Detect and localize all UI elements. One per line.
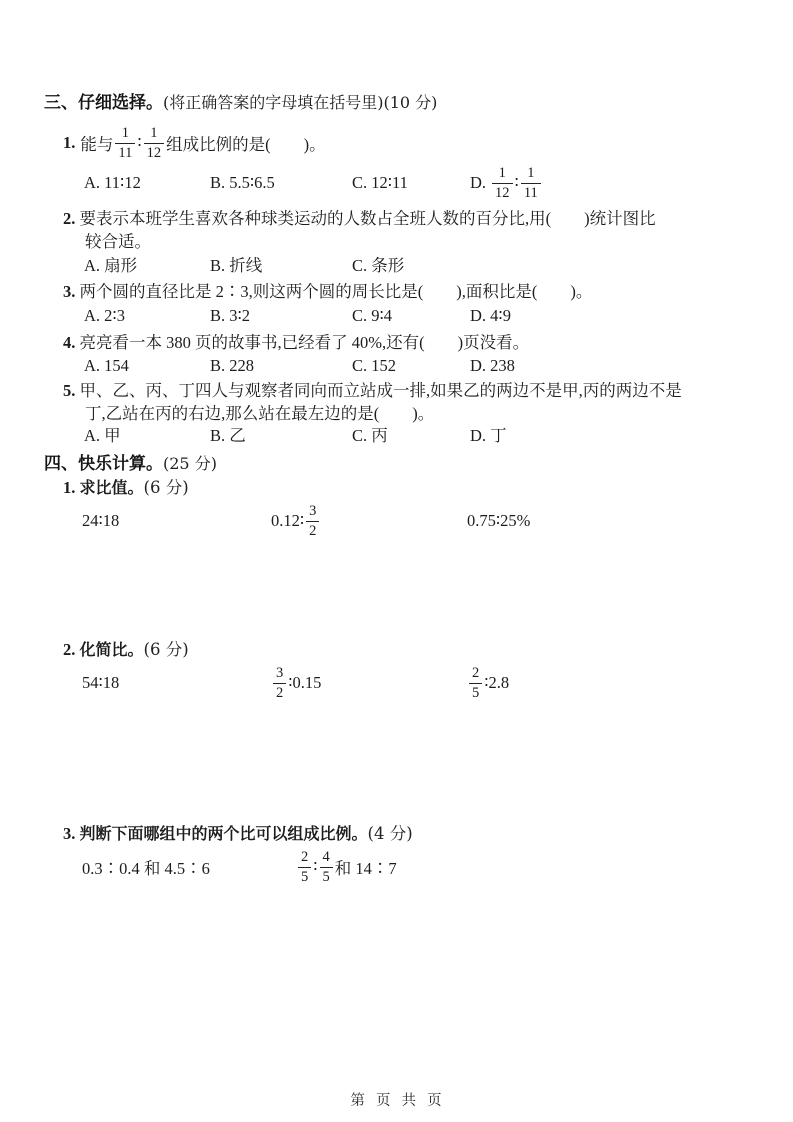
question-number: 4. [63, 333, 76, 352]
option-c: C. 12∶11 [352, 173, 408, 192]
question-4-options [84, 355, 756, 377]
option-d-label: D. [470, 173, 487, 192]
question-text: 亮亮看一本 380 页的故事书,已经看了 40%,还有( )页没看。 [79, 333, 530, 352]
subsection-number: 1. [63, 478, 76, 497]
subsection-title: 判断下面哪组中的两个比可以组成比例。 [79, 826, 368, 843]
fraction [521, 165, 541, 200]
fraction-denominator: 12 [144, 143, 165, 161]
fraction-numerator: 1 [498, 165, 506, 182]
question-text-before: 能与 [80, 135, 114, 154]
fraction-numerator: 1 [150, 125, 158, 142]
option-b: B. 228 [210, 356, 255, 375]
subsection-note: (6 分) [143, 478, 189, 497]
question-3 [44, 280, 756, 303]
option-c: C. 9∶4 [352, 306, 393, 325]
fraction-denominator: 2 [306, 521, 319, 539]
option-c: C. 条形 [352, 256, 405, 275]
subsection-note: (4 分) [367, 824, 413, 843]
option-a: A. 154 [84, 356, 129, 375]
calc-item [271, 665, 467, 700]
ratio-colon: ∶ [514, 173, 519, 192]
option-b: B. 折线 [210, 256, 263, 275]
section-title: 快乐计算。 [78, 454, 163, 473]
fraction-numerator: 1 [121, 125, 129, 142]
calc-item [296, 849, 756, 884]
fraction-denominator: 11 [521, 183, 541, 201]
option-a: A. 甲 [84, 426, 121, 445]
question-number: 1. [63, 133, 76, 152]
calc-item-prefix: 0.12∶ [271, 511, 305, 530]
page-footer: 第 页 共 页 [350, 1093, 443, 1109]
subsection-3-items [82, 847, 756, 887]
subsection-2-heading [63, 639, 756, 661]
option-b: B. 5.5∶6.5 [210, 173, 275, 192]
option-b: B. 乙 [210, 426, 246, 445]
subsection-1-items [82, 501, 756, 541]
subsection-3-heading [63, 823, 756, 845]
section-compute-heading [44, 453, 756, 474]
subsection-number: 2. [63, 640, 76, 659]
option-d: D. 4∶9 [470, 306, 511, 325]
subsection-number: 3. [63, 824, 76, 843]
section-number: 三、 [44, 93, 78, 112]
question-line-2: 较合适。 [85, 232, 151, 251]
calc-item: 54∶18 [82, 673, 120, 692]
subsection-2-items [82, 663, 756, 703]
question-4 [44, 331, 756, 354]
subsection-title: 化简比。 [79, 642, 144, 659]
fraction-numerator: 3 [309, 503, 317, 520]
fraction-denominator: 5 [320, 867, 333, 885]
calc-item-suffix: 和 14∶7 [334, 859, 397, 878]
question-line-1: 甲、乙、丙、丁四人与观察者同向而立站成一排,如果乙的两边不是甲,丙的两边不是 [79, 381, 682, 400]
question-2-options [84, 255, 756, 277]
page-content [44, 92, 756, 887]
fraction [306, 503, 319, 538]
calc-item: 24∶18 [82, 511, 120, 530]
calc-item-suffix: ∶2.8 [484, 673, 510, 692]
option-c: C. 丙 [352, 426, 388, 445]
fraction [144, 125, 165, 160]
fraction [320, 849, 333, 884]
question-5 [44, 379, 756, 425]
question-line-1: 要表示本班学生喜欢各种球类运动的人数占全班人数的百分比,用( )统计图比 [79, 209, 656, 228]
ratio-colon: ∶ [313, 857, 318, 876]
question-text-after: 组成比例的是( )。 [166, 135, 326, 154]
fraction [298, 849, 311, 884]
question-2 [44, 207, 756, 253]
calc-item: 0.75∶25% [467, 511, 531, 530]
fraction-numerator: 2 [472, 665, 480, 682]
option-b: B. 3∶2 [210, 306, 251, 325]
calc-item [467, 665, 756, 700]
question-number: 5. [63, 381, 76, 400]
option-c: C. 152 [352, 356, 397, 375]
fraction-denominator: 5 [298, 867, 311, 885]
question-1 [63, 123, 756, 163]
option-a: A. 11∶12 [84, 173, 141, 192]
option-a: A. 扇形 [84, 256, 138, 275]
fraction [273, 665, 286, 700]
calc-item: 0.3∶0.4 和 4.5∶6 [82, 859, 210, 878]
question-text: 两个圆的直径比是 2∶3,则这两个圆的周长比是( ),面积比是( )。 [79, 282, 593, 301]
section-number: 四、 [44, 454, 78, 473]
section-title: 仔细选择。 [78, 93, 163, 112]
section-note: (25 分) [163, 454, 217, 473]
fraction-numerator: 2 [301, 849, 309, 866]
question-line-2: 丁,乙站在丙的右边,那么站在最左边的是( )。 [85, 404, 435, 423]
question-5-options [84, 425, 756, 447]
option-a: A. 2∶3 [84, 306, 125, 325]
calc-item [271, 503, 467, 538]
option-d: D. 238 [470, 356, 515, 375]
fraction-denominator: 12 [492, 183, 513, 201]
question-3-options [84, 305, 756, 327]
fraction-denominator: 11 [115, 143, 135, 161]
question-1-options [84, 163, 756, 203]
fraction-numerator: 4 [322, 849, 330, 866]
section-note: (将正确答案的字母填在括号里)(10 分) [163, 93, 438, 112]
question-number: 2. [63, 209, 76, 228]
fraction [115, 125, 135, 160]
subsection-title: 求比值。 [79, 480, 144, 497]
option-d [470, 165, 756, 200]
fraction-denominator: 2 [273, 683, 286, 701]
subsection-1-heading [63, 477, 756, 499]
ratio-colon: ∶ [137, 133, 142, 152]
calc-item-suffix: ∶0.15 [288, 673, 322, 692]
option-d: D. 丁 [470, 426, 507, 445]
subsection-note: (6 分) [143, 640, 189, 659]
fraction [469, 665, 482, 700]
fraction-numerator: 3 [276, 665, 284, 682]
fraction-denominator: 5 [469, 683, 482, 701]
question-number: 3. [63, 282, 76, 301]
section-choice-heading [44, 92, 756, 113]
fraction [492, 165, 513, 200]
fraction-numerator: 1 [527, 165, 535, 182]
